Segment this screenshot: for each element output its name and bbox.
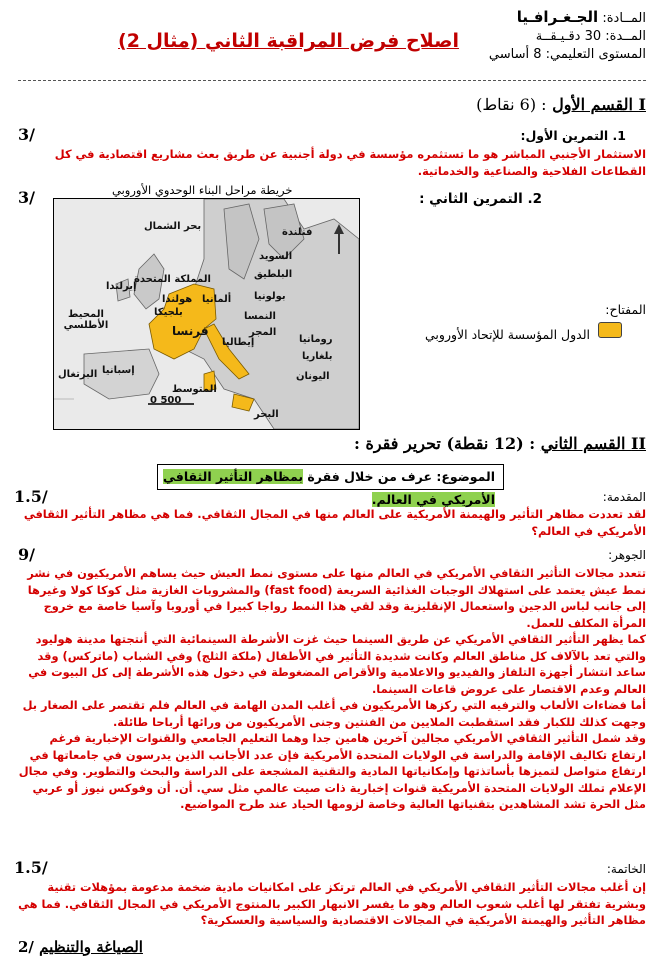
part1-heading-line	[146, 95, 646, 114]
part1-heading: I القسم الأول	[552, 95, 646, 114]
style-label: الصياغة والتنظيم	[39, 938, 143, 956]
duration-line	[466, 28, 646, 46]
subject-box	[157, 464, 504, 507]
level-label: المستوى التعليمي:	[545, 47, 646, 62]
map-title: خريطة مراحل البناء الوحدوي الأوروبي	[112, 183, 293, 197]
map-label: بلغاريا	[302, 351, 333, 362]
map-label: فنلندة	[282, 227, 313, 238]
conclusion-score: 1.5/	[14, 858, 48, 877]
ex1-answer: الاستثمار الأجنبي المباشر هو ما تستثمره مؤسسة في دولة أجنبية عن طريق بعث مشاريع اقتصادية في كل القطاعات الفلاحية والصناعية والخدماتية.	[54, 147, 646, 178]
map-label: البحر	[254, 409, 279, 420]
divider	[18, 80, 646, 81]
map-label: البرتغال	[58, 369, 98, 380]
map-label: ألمانيا	[202, 294, 232, 305]
intro-score: 1.5/	[14, 487, 48, 506]
map-label: المملكة المتحدة	[134, 274, 211, 285]
map-label: البلطيق	[254, 269, 293, 280]
map-label: المحيط الأطلسي	[63, 309, 109, 331]
style-line	[18, 938, 143, 956]
conclusion-label: الخاتمة:	[606, 862, 646, 876]
map-label: رومانيا	[299, 334, 333, 345]
subject-line	[466, 8, 646, 28]
map-label: المجر	[249, 327, 277, 338]
body-paragraph-4: وقد شمل التأثير الثقافي الأمريكي مجالين آخرين هامين جدا وهما التعليم الجامعي والقنوات الإخبارية فرغم ارتفاع تكاليف الإقامة والدراسة في الولايات المتحدة الأمريكية فإن عدد الأجانب الذين يدرسون في جامعاتها في ارتفاع متواصل لتميزها بأساتذتها وإمكانياتها المادية والتقنية المشجعة على الدراسة والبحث والتطوير. وفي مجال الإعلام تملك الولايات المتحدة الأمريكية قنوات إخبارية ذات صيت عالمي مثل سي. أن. أن وفوكس نيوز أو عربي مثل الحرة تشد المشاهدين بتقنياتها العالية وخاصة لزومها الحياد عند طرح المواضيع.	[18, 731, 646, 811]
conclusion-text: إن أغلب مجالات التأثير الثقافي الأمريكي في العالم ترتكز على امكانيات مادية ضخمة مدعومة بمؤهلات تقنية وبشرية تفتقر لها أغلب شعوب العالم وهو ما يفسر الانبهار الكبير بالمنتوج الأمريكي في المجال الثقافي. فما هي مظاهر التأثير والهيمنة الأمريكية في المجالات الاقتصادية والسياسية والعسكرية؟	[18, 880, 646, 927]
legend-swatch	[598, 322, 622, 338]
ex1-score: 3/	[18, 125, 35, 144]
map-label: بولونيا	[254, 291, 286, 302]
page-title: اصلاح فرض المراقبة الثاني (مثال 2)	[118, 30, 459, 52]
map-label: اليونان	[296, 371, 330, 382]
part1-points: : (6 نقاط)	[476, 95, 547, 114]
subject-prefix: الموضوع: عرف من خلال فقرة	[303, 469, 495, 484]
key-text: الدول المؤسسة للإتحاد الأوروبي	[425, 327, 590, 342]
subject-label: المــادة:	[602, 11, 646, 26]
map-label: إيرلندا	[106, 281, 137, 292]
duration-value: 30 دقـيـقــة	[535, 29, 602, 44]
header-info	[466, 8, 646, 64]
intro-text: لقد تعددت مظاهر التأثير والهيمنة الأمريكية على العالم منها في المجال الثقافي. فما هي مظاهر التأثير الثقافي الأمريكي في العالم؟	[23, 507, 646, 538]
part2-points: : (12 نقطة) تحرير فقرة :	[353, 434, 536, 453]
ex2-label: 2. التمرين الثاني :	[419, 191, 542, 207]
body-paragraph-3: أما فضاءات الألعاب والترفيه التي ركزها الأمريكيون في أغلب المدن الهامة في العالم فلم تقتصر على الصغار بل وجهت كذلك للكبار فقد استقطبت الملايين من الفنتين وجنى الأمريكيون من ورائها أرباحا طائلة.	[22, 698, 646, 729]
duration-label: المــدة:	[605, 29, 646, 44]
subject-value: الجـغـرافـيا	[516, 8, 599, 26]
europe-map	[53, 198, 360, 430]
key-label: المفتاح:	[605, 302, 646, 317]
ex2-score: 3/	[18, 188, 35, 207]
map-label: المتوسط	[172, 384, 217, 395]
map-label: السويد	[259, 251, 293, 262]
body-paragraph-2: كما يظهر التأثير الثقافي الأمريكي عن طريق السينما حيث غزت الأشرطة السينمائية التي أنتجتها مدينة هوليود والتي تعد بالآلاف كل مناطق العالم وكانت شديدة التأثير في الأطفال (ملكة الثلج) وفي الشباب (ماتركس) وقد ساعد انتشار أجهزة التلفاز والفيديو والاعلامية والأقراص المضغوطة في دخول هذه الأشرطة إلى كل البيوت في العالم وعدم الاقتصار على عروض قاعات السينما.	[28, 632, 646, 696]
body-paragraph-1: تتعدد مجالات التأثير الثقافي الأمريكي في العالم منها على مستوى نمط العيش حيث يساهم الأمريكيون في نشر نمط عيش يعتمد على استهلاك الوجبات الغذائية السريعة (fast food) والمشروبات الغازية مثل كوكا كولا وغيرها إلى جانب لباس الدجين واستعمال الإنقليزية وقد لقي هذا النمط رواجا كبيرا في أوروبا وآسيا خاصة مع خروج المرأة المكلف للعمل.	[27, 566, 646, 630]
body-text	[14, 565, 646, 813]
subject-highlight: بمظاهر التأثير الثقافي الأمريكي في العالم.	[163, 469, 495, 507]
level-value: 8 أساسي	[488, 47, 542, 62]
map-label: بحر الشمال	[144, 221, 202, 232]
map-label: إيطاليا	[222, 337, 255, 348]
level-line	[466, 46, 646, 64]
style-score: 2/	[18, 938, 34, 956]
map-label: بلجيكا	[154, 307, 183, 318]
body-label: الجوهر:	[608, 548, 646, 562]
body-score: 9/	[18, 545, 35, 564]
map-scale: 0 500	[150, 395, 182, 406]
part2-heading-line	[126, 434, 646, 453]
ex1-label: 1. التمرين الأول:	[520, 128, 626, 143]
map-label: النمسا	[244, 311, 276, 322]
map-label: هولندا	[162, 294, 193, 305]
map-label: إسبانيا	[102, 365, 135, 376]
part2-heading: II القسم الثاني	[540, 434, 646, 453]
map-label: فرنسا	[172, 324, 209, 338]
intro-label: المقدمة:	[602, 490, 646, 504]
